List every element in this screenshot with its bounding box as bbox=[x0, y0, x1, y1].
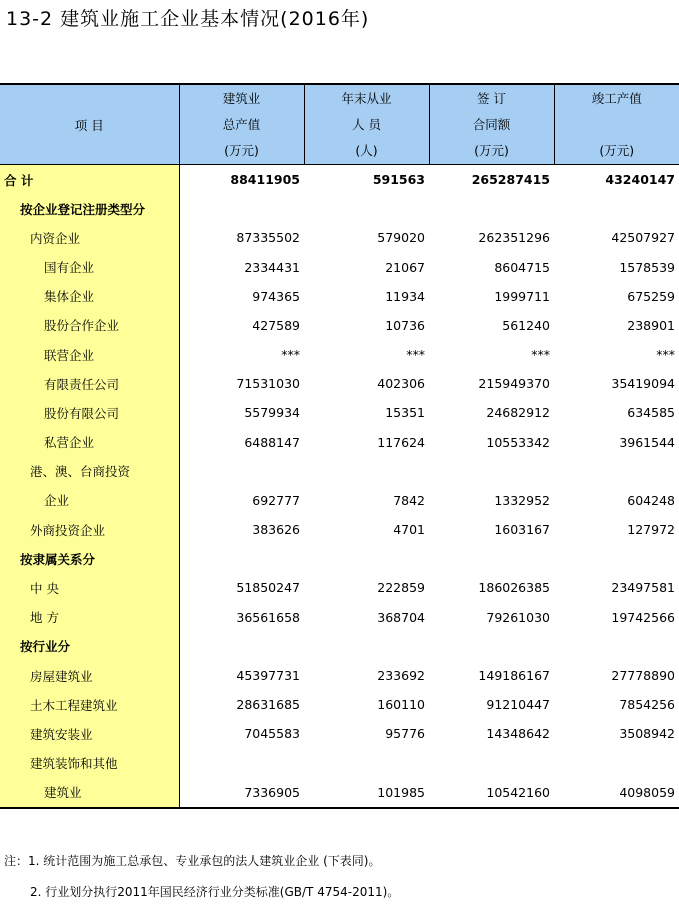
row-label: 港、澳、台商投资 bbox=[0, 457, 179, 486]
cell-value: 8604715 bbox=[494, 259, 550, 275]
table-row bbox=[0, 282, 679, 311]
table-row bbox=[0, 194, 679, 223]
cell-value: 675259 bbox=[627, 288, 675, 304]
cell-value bbox=[304, 748, 429, 777]
footnote-1: 注：1. 统计范围为施工总承包、专业承包的法人建筑业企业 (下表同)。 bbox=[4, 854, 381, 868]
row-label: 土木工程建筑业 bbox=[0, 690, 179, 719]
row-label: 按企业登记注册类型分 bbox=[0, 194, 179, 223]
row-label: 外商投资企业 bbox=[0, 515, 179, 544]
cell-value: 368704 bbox=[377, 609, 425, 625]
cell-value: 19742566 bbox=[611, 609, 675, 625]
table-row bbox=[0, 515, 679, 544]
table-row bbox=[0, 719, 679, 748]
row-label: 按隶属关系分 bbox=[0, 544, 179, 573]
row-label: 企业 bbox=[0, 486, 179, 515]
cell-value: 974365 bbox=[252, 288, 300, 304]
cell-value: 7045583 bbox=[244, 726, 300, 742]
table-row bbox=[0, 253, 679, 282]
cell-value: 35419094 bbox=[611, 376, 675, 392]
cell-value: 21067 bbox=[385, 259, 425, 275]
table-row bbox=[0, 778, 679, 808]
header-contract-value: 签 订 合同额 (万元) bbox=[429, 84, 554, 165]
cell-value: 87335502 bbox=[236, 230, 300, 246]
cell-value: 402306 bbox=[377, 376, 425, 392]
cell-value bbox=[179, 194, 304, 223]
cell-value: 215949370 bbox=[478, 376, 550, 392]
table-row bbox=[0, 165, 679, 195]
cell-value: 71531030 bbox=[236, 376, 300, 392]
cell-value: 604248 bbox=[627, 492, 675, 508]
table-row bbox=[0, 340, 679, 369]
header-total-output: 建筑业 总产值 (万元) bbox=[179, 84, 304, 165]
cell-value: 160110 bbox=[377, 697, 425, 713]
cell-value: 6488147 bbox=[244, 434, 300, 450]
cell-value: 14348642 bbox=[486, 726, 550, 742]
cell-value: 149186167 bbox=[478, 668, 550, 683]
cell-value: 591563 bbox=[372, 172, 425, 188]
cell-value: 127972 bbox=[627, 522, 675, 538]
row-label: 股份有限公司 bbox=[0, 398, 179, 427]
cell-value: 117624 bbox=[377, 434, 425, 450]
table-row bbox=[0, 398, 679, 427]
cell-value: *** bbox=[406, 347, 425, 363]
cell-value: 7842 bbox=[393, 492, 425, 508]
header-item: 项 目 bbox=[0, 84, 179, 165]
cell-value bbox=[429, 544, 554, 573]
cell-value: 88411905 bbox=[230, 172, 300, 188]
cell-value bbox=[179, 632, 304, 661]
cell-value: 4098059 bbox=[554, 778, 679, 808]
cell-value: 24682912 bbox=[486, 405, 550, 421]
cell-value: 3508942 bbox=[619, 726, 675, 742]
cell-value: 42507927 bbox=[611, 230, 675, 246]
row-label: 中 央 bbox=[0, 573, 179, 602]
cell-value bbox=[179, 544, 304, 573]
cell-value: 222859 bbox=[377, 580, 425, 596]
footnote-2: 2. 行业划分执行2011年国民经济行业分类标准(GB/T 4754-2011)。 bbox=[30, 885, 400, 899]
cell-value: 15351 bbox=[385, 405, 425, 421]
cell-value bbox=[554, 194, 679, 223]
row-label: 建筑装饰和其他 bbox=[0, 748, 179, 777]
cell-value bbox=[429, 748, 554, 777]
cell-value bbox=[304, 457, 429, 486]
cell-value bbox=[304, 544, 429, 573]
row-label: 国有企业 bbox=[0, 253, 179, 282]
cell-value: 10542160 bbox=[429, 778, 554, 808]
cell-value: *** bbox=[531, 347, 550, 363]
table-row bbox=[0, 486, 679, 515]
table-row bbox=[0, 661, 679, 690]
row-label: 合 计 bbox=[0, 165, 179, 195]
cell-value bbox=[179, 748, 304, 777]
cell-value bbox=[429, 457, 554, 486]
table-row bbox=[0, 457, 679, 486]
row-label: 按行业分 bbox=[0, 632, 179, 661]
cell-value: 91210447 bbox=[486, 697, 550, 713]
cell-value: 11934 bbox=[385, 288, 425, 304]
header-employees: 年末从业 人 员 (人) bbox=[304, 84, 429, 165]
row-label: 建筑业 bbox=[0, 778, 179, 808]
cell-value: 233692 bbox=[377, 668, 425, 683]
cell-value: 1999711 bbox=[494, 288, 550, 304]
cell-value: 28631685 bbox=[236, 697, 300, 713]
table-row bbox=[0, 369, 679, 398]
cell-value: 10736 bbox=[385, 317, 425, 333]
table-row bbox=[0, 428, 679, 457]
row-label: 内资企业 bbox=[0, 223, 179, 252]
row-label: 集体企业 bbox=[0, 282, 179, 311]
row-label: 地 方 bbox=[0, 603, 179, 632]
cell-value bbox=[554, 632, 679, 661]
cell-value: 7854256 bbox=[619, 697, 675, 713]
cell-value: 95776 bbox=[385, 726, 425, 742]
cell-value: 265287415 bbox=[471, 172, 550, 188]
cell-value bbox=[179, 457, 304, 486]
row-label: 建筑安装业 bbox=[0, 719, 179, 748]
table-row bbox=[0, 603, 679, 632]
cell-value: 1603167 bbox=[494, 522, 550, 538]
cell-value bbox=[429, 632, 554, 661]
table-row bbox=[0, 311, 679, 340]
cell-value: 4701 bbox=[393, 522, 425, 538]
cell-value: 36561658 bbox=[236, 609, 300, 625]
cell-value: 634585 bbox=[627, 405, 675, 421]
page-title: 13-2 建筑业施工企业基本情况(2016年) bbox=[6, 8, 370, 30]
header-completed-output: 竣工产值 (万元) bbox=[554, 84, 679, 165]
cell-value: 5579934 bbox=[244, 405, 300, 421]
cell-value: 51850247 bbox=[236, 580, 300, 596]
cell-value: 427589 bbox=[252, 317, 300, 333]
row-label: 联营企业 bbox=[0, 340, 179, 369]
cell-value bbox=[304, 632, 429, 661]
row-label: 私营企业 bbox=[0, 428, 179, 457]
table-row bbox=[0, 690, 679, 719]
cell-value: 262351296 bbox=[478, 230, 550, 246]
cell-value: *** bbox=[656, 347, 675, 363]
table-row bbox=[0, 544, 679, 573]
cell-value: 27778890 bbox=[611, 668, 675, 683]
data-table bbox=[0, 83, 679, 809]
row-label: 有限责任公司 bbox=[0, 369, 179, 398]
cell-value bbox=[554, 457, 679, 486]
cell-value: 3961544 bbox=[619, 434, 675, 450]
cell-value: 383626 bbox=[252, 522, 300, 538]
cell-value: 1332952 bbox=[494, 492, 550, 508]
cell-value: 23497581 bbox=[611, 580, 675, 596]
table-row bbox=[0, 748, 679, 777]
table-row bbox=[0, 223, 679, 252]
cell-value bbox=[429, 194, 554, 223]
cell-value: 101985 bbox=[304, 778, 429, 808]
cell-value: 561240 bbox=[502, 317, 550, 333]
cell-value: 186026385 bbox=[478, 580, 550, 596]
cell-value: 10553342 bbox=[486, 434, 550, 450]
cell-value bbox=[304, 194, 429, 223]
cell-value bbox=[554, 748, 679, 777]
cell-value: 238901 bbox=[627, 317, 675, 333]
cell-value: 692777 bbox=[252, 492, 300, 508]
cell-value: *** bbox=[281, 347, 300, 363]
cell-value: 7336905 bbox=[179, 778, 304, 808]
cell-value: 1578539 bbox=[619, 259, 675, 275]
cell-value: 43240147 bbox=[605, 172, 675, 188]
cell-value: 45397731 bbox=[236, 668, 300, 683]
table-row bbox=[0, 632, 679, 661]
table-row bbox=[0, 573, 679, 602]
cell-value: 579020 bbox=[377, 230, 425, 246]
cell-value: 2334431 bbox=[244, 259, 300, 275]
cell-value: 79261030 bbox=[486, 609, 550, 625]
row-label: 房屋建筑业 bbox=[0, 661, 179, 690]
row-label: 股份合作企业 bbox=[0, 311, 179, 340]
cell-value bbox=[554, 544, 679, 573]
